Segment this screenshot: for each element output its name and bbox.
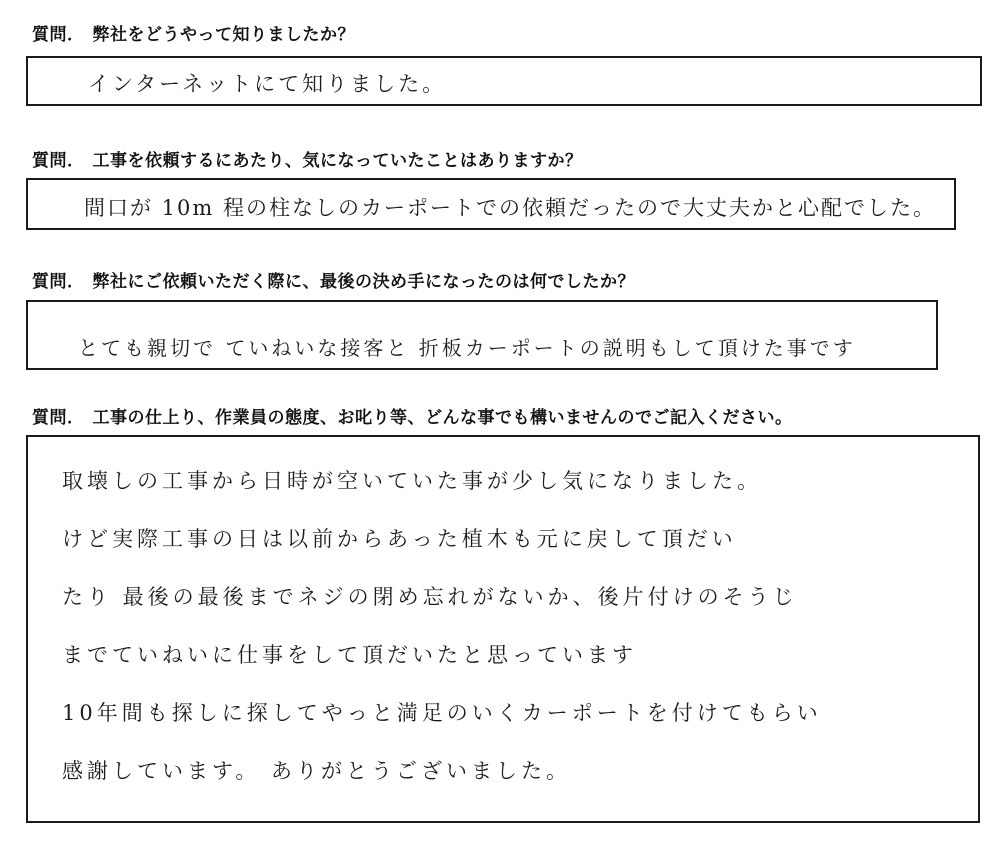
question-3-prefix: 質問．	[32, 272, 85, 292]
answer-4-line: 取壊しの工事から日時が空いていた事が少し気になりました。	[62, 469, 762, 493]
answer-box-2	[26, 178, 956, 230]
question-1	[32, 20, 355, 45]
answer-box-4	[26, 435, 980, 823]
answer-4-line: までていねいに仕事をして頂だいたと思っています	[62, 643, 637, 667]
question-1-prefix: 質問．	[32, 25, 85, 45]
answer-1-text: インターネットにて知りました。	[88, 72, 447, 96]
question-3-text: 弊社にご依頼いただく際に、最後の決め手になったのは何でしたか？	[92, 272, 635, 292]
answer-4-line: 10年間も探しに探してやっと満足のいくカーポートを付けてもらい	[62, 701, 822, 725]
question-2-text: 工事を依頼するにあたり、気になっていたことはありますか？	[92, 151, 583, 171]
question-4-prefix: 質問．	[32, 408, 85, 428]
question-2	[32, 146, 583, 171]
answer-3-text: とても親切で ていねいな接客と 折板カーポートの説明もして頂けた事です	[78, 336, 856, 360]
answer-4-line: 感謝しています。 ありがとうございました。	[62, 759, 571, 783]
answer-2-text: 間口が 10m 程の柱なしのカーポートでの依頼だったので大丈夫かと心配でした。	[84, 196, 936, 220]
answer-box-3	[26, 300, 938, 370]
answer-4-line: けど実際工事の日は以前からあった植木も元に戻して頂だい	[62, 527, 737, 551]
answer-box-1	[26, 56, 982, 106]
question-3	[32, 267, 635, 292]
answer-4-line: たり 最後の最後までネジの閉め忘れがないか、後片付けのそうじ	[62, 585, 798, 609]
question-1-text: 弊社をどうやって知りましたか？	[92, 25, 355, 45]
question-4-text: 工事の仕上り、作業員の態度、お叱り等、どんな事でも構いませんのでご記入ください。	[92, 408, 793, 428]
question-4	[32, 403, 793, 428]
question-2-prefix: 質問．	[32, 151, 85, 171]
